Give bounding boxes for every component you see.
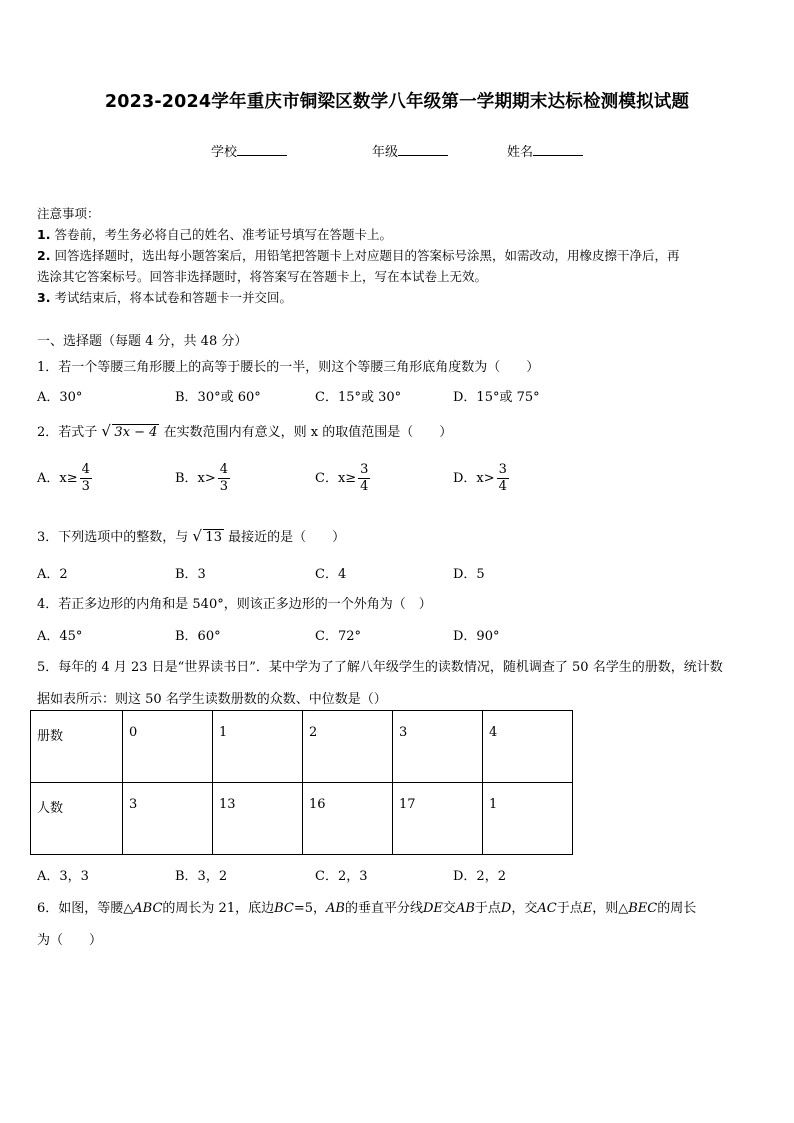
data-table [30,710,573,855]
question-2: 2．若式子 √ 3x − 4 在实数范围内有意义，则 x 的取值范围是（ ） [37,422,453,440]
question-6-line-1: 6．如图，等腰△ABC的周长为 21，底边BC=5，AB的垂直平分线DE交AB于点D，交AC于点E，则△BEC的周长 [37,901,697,916]
q1-option-b[interactable]: B．30°或 60° [175,390,261,405]
question-4: 4．若正多边形的内角和是 540°，则该正多边形的一个外角为（ ） [37,597,432,612]
table-cell: 3 [393,711,483,783]
q2-option-b[interactable]: B．x> $\frac{4}{3}$ [175,462,229,494]
grade-label: 年级 [372,145,399,160]
q5-option-a[interactable]: A．3，3 [37,869,89,884]
q1-option-a[interactable]: A．30° [37,390,83,405]
question-6-line-2: 为（ ） [37,933,103,948]
table-cell: 1 [213,711,303,783]
q3-option-a[interactable]: A．2 [37,567,68,582]
table-row [31,783,573,855]
school-label: 学校 [211,145,238,160]
grade-field [372,141,448,160]
question-1: 1．若一个等腰三角形腰上的高等于腰长的一半，则这个等腰三角形底角度数为（ ） [37,360,540,375]
question-5-line-1: 5．每年的 4 月 23 日是“世界读书日”．某中学为了了解八年级学生的读数情况，随机调查了 50 名学生的册数，统计数 [37,660,723,675]
fraction: $\frac{3}{4}$ [498,462,507,494]
sqrt-expression: √ 13 [192,527,222,545]
name-label: 姓名 [507,145,534,160]
section-heading: 一、选择题（每题 4 分，共 48 分） [37,334,248,349]
q4-option-d[interactable]: D．90° [453,629,500,644]
table-cell: 13 [213,783,303,855]
table-cell: 人数 [31,783,123,855]
table-cell: 16 [303,783,393,855]
q5-option-d[interactable]: D．2，2 [453,869,506,884]
q2-option-c[interactable]: C．x≥ $\frac{3}{4}$ [315,462,369,494]
notice-heading: 注意事项： [37,206,100,221]
q4-option-c[interactable]: C．72° [315,629,361,644]
q3-option-c[interactable]: C．4 [315,567,347,582]
q2-option-a[interactable]: A．x≥ $\frac{4}{3}$ [37,462,90,494]
fraction: $\frac{3}{4}$ [360,462,369,494]
page-title: 2023-2024学年重庆市铜梁区数学八年级第一学期期末达标检测模拟试题 [104,92,690,112]
sqrt-expression: √ 3x − 4 [101,422,158,440]
table-cell: 2 [303,711,393,783]
table-cell: 17 [393,783,483,855]
q2-option-d[interactable]: D．x> $\frac{3}{4}$ [453,462,507,494]
table-cell: 册数 [31,711,123,783]
school-field [211,141,287,160]
notice-item-1: 1. 答卷前，考生务必将自己的姓名、准考证号填写在答题卡上。 [37,227,392,242]
table-row [31,711,573,783]
q4-option-a[interactable]: A．45° [37,629,83,644]
question-5-line-2: 据如表所示：则这 50 名学生读数册数的众数、中位数是（） [37,692,387,707]
table-cell: 1 [483,783,573,855]
q1-option-c[interactable]: C．15°或 30° [315,390,402,405]
name-field [507,141,583,160]
q1-option-d[interactable]: D．15°或 75° [453,390,540,405]
question-3: 3．下列选项中的整数，与 √ 13 最接近的是（ ） [37,527,346,545]
grade-blank [398,142,448,156]
q5-option-c[interactable]: C．2，3 [315,869,368,884]
table-cell: 0 [123,711,213,783]
school-blank [237,142,287,156]
q5-option-b[interactable]: B．3，2 [175,869,228,884]
fraction: $\frac{4}{3}$ [219,462,229,494]
q3-option-b[interactable]: B．3 [175,567,206,582]
name-blank [533,142,583,156]
notice-item-3: 3. 考试结束后，将本试卷和答题卡一并交回。 [37,290,292,305]
table-cell: 3 [123,783,213,855]
notice-item-2-cont: 选涂其它答案标号。回答非选择题时，将答案写在答题卡上，写在本试卷上无效。 [37,269,488,284]
notice-item-2: 2. 回答选择题时，选出每小题答案后，用铅笔把答题卡上对应题目的答案标号涂黑，如需改动，用橡皮擦干净后，再 [37,248,680,263]
q3-option-d[interactable]: D．5 [453,567,485,582]
q4-option-b[interactable]: B．60° [175,629,221,644]
fraction: $\frac{4}{3}$ [81,462,90,494]
table-cell: 4 [483,711,573,783]
